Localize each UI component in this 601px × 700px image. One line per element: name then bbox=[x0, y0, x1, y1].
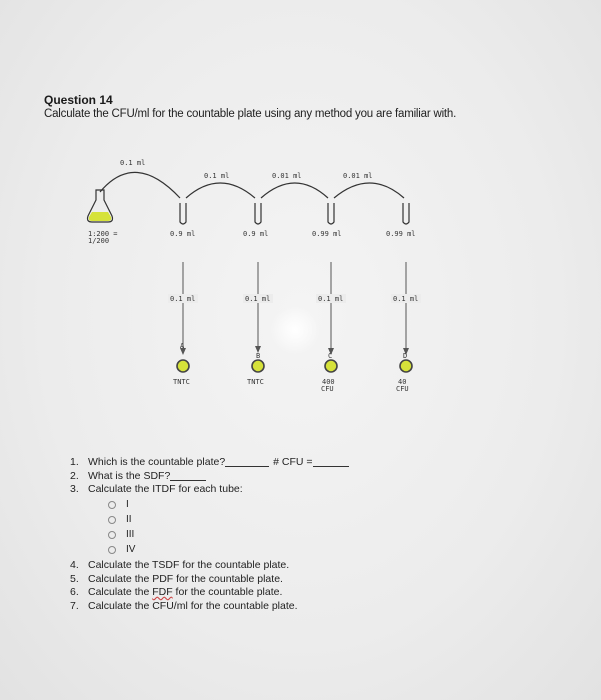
question-2: 2. What is the SDF? bbox=[70, 470, 349, 484]
plate-letter-d: D bbox=[403, 352, 408, 360]
question-prompt: Calculate the CFU/ml for the countable plate using any method you are familiar with. bbox=[44, 108, 457, 120]
plate-letter-b: B bbox=[256, 352, 261, 360]
plate-transfer-2: 0.1 ml bbox=[245, 295, 271, 303]
plate-d-icon bbox=[400, 360, 412, 372]
plate-letter-a: A bbox=[180, 342, 185, 350]
question-6: 6. Calculate the FDF for the countable plate. bbox=[70, 586, 283, 598]
transfer-arc-2 bbox=[186, 183, 255, 198]
question-5: 5. Calculate the PDF for the countable plate. bbox=[70, 572, 283, 585]
tube-volume-3: 0.99 ml bbox=[312, 230, 342, 238]
tube-icon-4 bbox=[403, 203, 409, 224]
flask-fraction: 1/200 bbox=[88, 237, 110, 245]
tube-volume-2: 0.9 ml bbox=[243, 230, 269, 238]
plate-transfer-3: 0.1 ml bbox=[318, 295, 344, 303]
transfer-label-2: 0.1 ml bbox=[204, 172, 230, 180]
question-title: Question 14 bbox=[44, 93, 113, 107]
question-4: 4. Calculate the TSDF for the countable plate. bbox=[70, 559, 290, 571]
light-glare bbox=[270, 305, 320, 355]
radio-icon[interactable] bbox=[108, 501, 116, 509]
tube-icon-1 bbox=[180, 203, 186, 224]
tube-icon-3 bbox=[328, 203, 334, 224]
question-list-2 bbox=[70, 559, 298, 613]
transfer-label-3: 0.01 ml bbox=[272, 172, 302, 180]
transfer-label-4: 0.01 ml bbox=[343, 172, 373, 180]
plate-transfer-4: 0.1 ml bbox=[393, 295, 419, 303]
tube-icon-2 bbox=[255, 203, 261, 224]
plate-result-c-line2: CFU bbox=[321, 385, 334, 393]
radio-icon[interactable] bbox=[108, 531, 116, 539]
tube-option-3[interactable]: III bbox=[108, 529, 134, 540]
question-1: 1. Which is the countable plate? # CFU = bbox=[70, 456, 349, 470]
question-3: 3. Calculate the ITDF for each tube: bbox=[70, 483, 243, 495]
tube-volume-1: 0.9 ml bbox=[170, 230, 196, 238]
radio-icon[interactable] bbox=[108, 546, 116, 554]
plate-b-icon bbox=[252, 360, 264, 372]
question-7: 7. Calculate the CFU/ml for the countable plate. bbox=[70, 599, 298, 612]
plate-result-c-line1: 400 bbox=[322, 378, 335, 386]
plate-result-d-line1: 40 bbox=[398, 378, 407, 386]
tube-option-4[interactable]: IV bbox=[108, 544, 135, 555]
tube-option-1[interactable]: I bbox=[108, 499, 129, 510]
plate-result-b: TNTC bbox=[247, 378, 264, 386]
tube-volume-4: 0.99 ml bbox=[386, 230, 416, 238]
answer-blank-cfu[interactable] bbox=[313, 456, 349, 467]
question-list bbox=[70, 456, 349, 497]
transfer-arc-3 bbox=[261, 183, 328, 198]
plate-result-d-line2: CFU bbox=[396, 385, 409, 393]
answer-blank-sdf[interactable] bbox=[170, 470, 206, 481]
flask-icon bbox=[88, 190, 113, 222]
flask-ratio: 1:200 = bbox=[88, 230, 118, 238]
transfer-label-1: 0.1 ml bbox=[120, 159, 146, 167]
transfer-arc-1 bbox=[100, 172, 180, 198]
radio-icon[interactable] bbox=[108, 516, 116, 524]
plate-letter-c: C bbox=[328, 352, 333, 360]
plate-transfer-1: 0.1 ml bbox=[170, 295, 196, 303]
plate-c-icon bbox=[325, 360, 337, 372]
plate-result-a: TNTC bbox=[173, 378, 190, 386]
plate-a-icon bbox=[177, 360, 189, 372]
answer-blank-countable-plate[interactable] bbox=[225, 456, 269, 467]
tube-option-2[interactable]: II bbox=[108, 514, 132, 525]
transfer-arc-4 bbox=[334, 183, 404, 198]
